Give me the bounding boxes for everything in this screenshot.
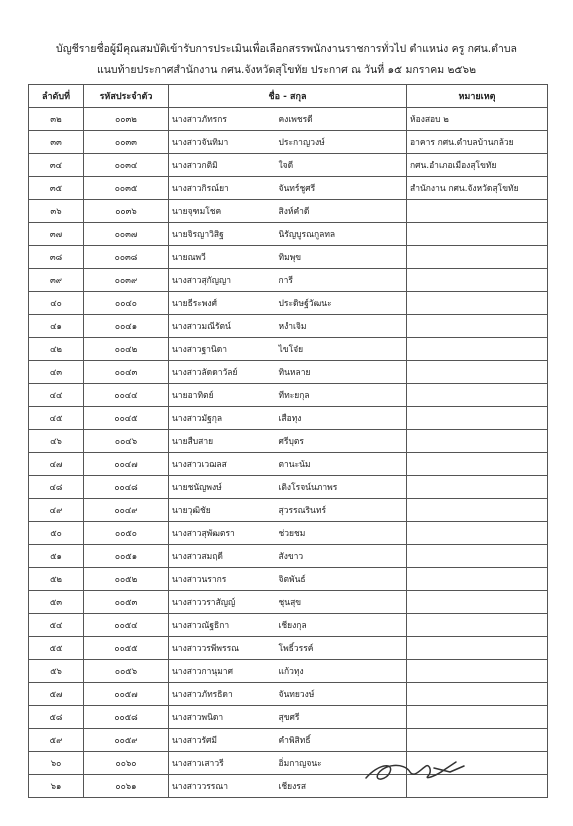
note-cell	[407, 729, 548, 752]
candidate-code: ๐๐๕๑	[84, 545, 169, 568]
last-name: การี	[276, 269, 407, 292]
first-name: นางสาวกติมิ	[169, 154, 276, 177]
first-name: นางสาวมัฐกุล	[169, 407, 276, 430]
first-name: นายชนัญพงษ์	[169, 476, 276, 499]
candidate-code: ๐๐๓๖	[84, 200, 169, 223]
first-name: นายจิรญาวิสิฐ	[169, 223, 276, 246]
candidate-code: ๐๐๕๕	[84, 637, 169, 660]
last-name: ทินหลาย	[276, 361, 407, 384]
last-name: สังขาว	[276, 545, 407, 568]
table-row	[29, 361, 548, 384]
row-number: ๕๐	[29, 522, 84, 545]
last-name: แก้วทุง	[276, 660, 407, 683]
first-name: นางสาวพนิดา	[169, 706, 276, 729]
note-cell	[407, 591, 548, 614]
candidate-code: ๐๐๓๓	[84, 131, 169, 154]
candidate-code: ๐๐๕๖	[84, 660, 169, 683]
table-row	[29, 660, 548, 683]
first-name: นางสาววรรณา	[169, 775, 276, 798]
last-name: เติงโรจน์นภาพร	[276, 476, 407, 499]
row-number: ๖๑	[29, 775, 84, 798]
row-number: ๔๓	[29, 361, 84, 384]
candidate-code: ๐๐๕๙	[84, 729, 169, 752]
row-number: ๔๔	[29, 384, 84, 407]
first-name: นางสาวกานุมาศ	[169, 660, 276, 683]
table-row	[29, 223, 548, 246]
row-number: ๕๑	[29, 545, 84, 568]
first-name: นางสาวนรากร	[169, 568, 276, 591]
table-row	[29, 476, 548, 499]
first-name: นางสาวมณีรัตน์	[169, 315, 276, 338]
row-number: ๔๕	[29, 407, 84, 430]
candidate-code: ๐๐๔๖	[84, 430, 169, 453]
first-name: นางสาวเวฌลส	[169, 453, 276, 476]
first-name: นางสาววรพีพรรณ	[169, 637, 276, 660]
row-number: ๕๓	[29, 591, 84, 614]
row-number: ๕๕	[29, 637, 84, 660]
first-name: นายณพวี	[169, 246, 276, 269]
note-cell	[407, 453, 548, 476]
note-cell	[407, 223, 548, 246]
first-name: นางสาวสมฤดี	[169, 545, 276, 568]
row-number: ๓๕	[29, 177, 84, 200]
table-row	[29, 200, 548, 223]
table-row	[29, 315, 548, 338]
row-number: ๕๖	[29, 660, 84, 683]
note-cell: อาคาร กศน.ตำบลบ้านกล้วย	[407, 131, 548, 154]
note-cell	[407, 407, 548, 430]
row-number: ๓๓	[29, 131, 84, 154]
note-cell	[407, 499, 548, 522]
row-number: ๖๐	[29, 752, 84, 775]
row-number: ๓๔	[29, 154, 84, 177]
table-row	[29, 154, 548, 177]
first-name: นางสาววราสัญญ์	[169, 591, 276, 614]
note-cell	[407, 614, 548, 637]
note-cell	[407, 384, 548, 407]
col-header-code: รหัสประจำตัว	[84, 85, 169, 108]
note-cell	[407, 568, 548, 591]
last-name: ประกาญวงษ์	[276, 131, 407, 154]
note-cell	[407, 361, 548, 384]
table-row	[29, 591, 548, 614]
row-number: ๕๔	[29, 614, 84, 637]
last-name: เชียงรส	[276, 775, 407, 798]
row-number: ๔๑	[29, 315, 84, 338]
first-name: นางสาวลัดดาวัลย์	[169, 361, 276, 384]
note-cell	[407, 200, 548, 223]
row-number: ๓๗	[29, 223, 84, 246]
last-name: เชียงกุล	[276, 614, 407, 637]
row-number: ๕๒	[29, 568, 84, 591]
row-number: ๓๖	[29, 200, 84, 223]
last-name: หงำเจิม	[276, 315, 407, 338]
candidate-code: ๐๐๔๓	[84, 361, 169, 384]
document-title: บัญชีรายชื่อผู้มีคุณสมบัติเข้ารับการประเมินเพื่อเลือกสรรพนักงานราชการทั่วไป ตำแหน่ง ครู กศน.ตำบล	[56, 43, 517, 55]
candidate-code: ๐๐๓๗	[84, 223, 169, 246]
note-cell	[407, 545, 548, 568]
candidate-code: ๐๐๓๕	[84, 177, 169, 200]
first-name: นางสาวสุพัฒตรา	[169, 522, 276, 545]
last-name: จันทยวงษ์	[276, 683, 407, 706]
table-header-row	[29, 85, 548, 108]
row-number: ๕๘	[29, 706, 84, 729]
last-name: นิรัญบูรณกูลทล	[276, 223, 407, 246]
note-cell	[407, 338, 548, 361]
last-name: สิงห์คำดี	[276, 200, 407, 223]
table-row	[29, 729, 548, 752]
note-cell	[407, 706, 548, 729]
last-name: ประดิษฐ์วัฒนะ	[276, 292, 407, 315]
first-name: นางสาวจันทิมา	[169, 131, 276, 154]
last-name: คงเพชรดี	[276, 108, 407, 131]
col-header-note: หมายเหตุ	[407, 85, 548, 108]
candidate-code: ๐๐๕๐	[84, 522, 169, 545]
table-row	[29, 407, 548, 430]
table-row	[29, 706, 548, 729]
first-name: นางสาวภัทรกร	[169, 108, 276, 131]
table-row	[29, 568, 548, 591]
table-row	[29, 131, 548, 154]
candidate-table	[28, 84, 548, 798]
table-body	[29, 108, 548, 798]
candidate-code: ๐๐๖๑	[84, 775, 169, 798]
candidate-code: ๐๐๔๙	[84, 499, 169, 522]
table-row	[29, 246, 548, 269]
row-number: ๔๖	[29, 430, 84, 453]
last-name: ใจดี	[276, 154, 407, 177]
candidate-code: ๐๐๔๔	[84, 384, 169, 407]
candidate-code: ๐๐๔๐	[84, 292, 169, 315]
candidate-code: ๐๐๖๐	[84, 752, 169, 775]
candidate-code: ๐๐๕๔	[84, 614, 169, 637]
table-row	[29, 384, 548, 407]
last-name: เสือทุง	[276, 407, 407, 430]
row-number: ๓๙	[29, 269, 84, 292]
table-row	[29, 292, 548, 315]
last-name: ทิมพุข	[276, 246, 407, 269]
candidate-code: ๐๐๕๗	[84, 683, 169, 706]
candidate-code: ๐๐๓๙	[84, 269, 169, 292]
last-name: ไขโจ๋ย	[276, 338, 407, 361]
note-cell	[407, 269, 548, 292]
last-name: คำพิสิทธิ์	[276, 729, 407, 752]
last-name: ตานะน้ม	[276, 453, 407, 476]
note-cell: สำนักงาน กศน.จังหวัดสุโขทัย	[407, 177, 548, 200]
table-row	[29, 545, 548, 568]
first-name: นายจุฑมโชค	[169, 200, 276, 223]
candidate-code: ๐๐๔๒	[84, 338, 169, 361]
table-row	[29, 522, 548, 545]
row-number: ๔๙	[29, 499, 84, 522]
note-cell: กศน.อำเภอเมืองสุโขทัย	[407, 154, 548, 177]
table-row	[29, 499, 548, 522]
first-name: นายอาทิตย์	[169, 384, 276, 407]
table-row	[29, 177, 548, 200]
first-name: นางสาวณัฐธิกา	[169, 614, 276, 637]
candidate-code: ๐๐๔๕	[84, 407, 169, 430]
table-row	[29, 453, 548, 476]
note-cell	[407, 246, 548, 269]
table-row	[29, 269, 548, 292]
table-row	[29, 430, 548, 453]
col-header-no: ลำดับที่	[29, 85, 84, 108]
note-cell	[407, 683, 548, 706]
col-header-name: ชื่อ - สกุล	[169, 85, 407, 108]
candidate-code: ๐๐๕๓	[84, 591, 169, 614]
table-row	[29, 108, 548, 131]
candidate-code: ๐๐๓๒	[84, 108, 169, 131]
note-cell: ห้องสอบ ๒	[407, 108, 548, 131]
first-name: นายสืบสาย	[169, 430, 276, 453]
note-cell	[407, 315, 548, 338]
candidate-code: ๐๐๕๘	[84, 706, 169, 729]
last-name: จันทร์ชูศรี	[276, 177, 407, 200]
table-row	[29, 683, 548, 706]
note-cell	[407, 522, 548, 545]
last-name: ศรีบุตร	[276, 430, 407, 453]
row-number: ๔๒	[29, 338, 84, 361]
last-name: โพธิ์วรรค์	[276, 637, 407, 660]
row-number: ๔๐	[29, 292, 84, 315]
note-cell	[407, 430, 548, 453]
last-name: สุขศรี	[276, 706, 407, 729]
last-name: ช่วยชม	[276, 522, 407, 545]
row-number: ๓๒	[29, 108, 84, 131]
row-number: ๔๗	[29, 453, 84, 476]
first-name: นางสาวฐานิดา	[169, 338, 276, 361]
signature	[360, 750, 470, 790]
document-subtitle: แนบท้ายประกาศสำนักงาน กศน.จังหวัดสุโขทัย ประกาศ ณ วันที่ ๑๕ มกราคม ๒๕๖๒	[96, 64, 477, 76]
first-name: นางสาวรัศมี	[169, 729, 276, 752]
candidate-code: ๐๐๔๘	[84, 476, 169, 499]
row-number: ๓๘	[29, 246, 84, 269]
first-name: นางสาวกิรณ์ยา	[169, 177, 276, 200]
candidate-code: ๐๐๔๑	[84, 315, 169, 338]
first-name: นายวุฒิชัย	[169, 499, 276, 522]
note-cell	[407, 476, 548, 499]
candidate-code: ๐๐๕๒	[84, 568, 169, 591]
last-name: อิ่มกาญจนะ	[276, 752, 407, 775]
table-row	[29, 338, 548, 361]
first-name: นางสาวเสาวรี	[169, 752, 276, 775]
first-name: นางสาวภัทรธิดา	[169, 683, 276, 706]
last-name: ทีทะยกุล	[276, 384, 407, 407]
note-cell	[407, 637, 548, 660]
candidate-code: ๐๐๓๔	[84, 154, 169, 177]
row-number: ๕๗	[29, 683, 84, 706]
note-cell	[407, 660, 548, 683]
first-name: นายธีระพงศ์	[169, 292, 276, 315]
candidate-code: ๐๐๔๗	[84, 453, 169, 476]
last-name: ชุนสุข	[276, 591, 407, 614]
row-number: ๕๙	[29, 729, 84, 752]
row-number: ๔๘	[29, 476, 84, 499]
table-row	[29, 637, 548, 660]
last-name: จิตพันธ์	[276, 568, 407, 591]
table-row	[29, 614, 548, 637]
candidate-code: ๐๐๓๘	[84, 246, 169, 269]
last-name: สุวรรณรินทร์	[276, 499, 407, 522]
note-cell	[407, 292, 548, 315]
first-name: นางสาวสุกัญญา	[169, 269, 276, 292]
